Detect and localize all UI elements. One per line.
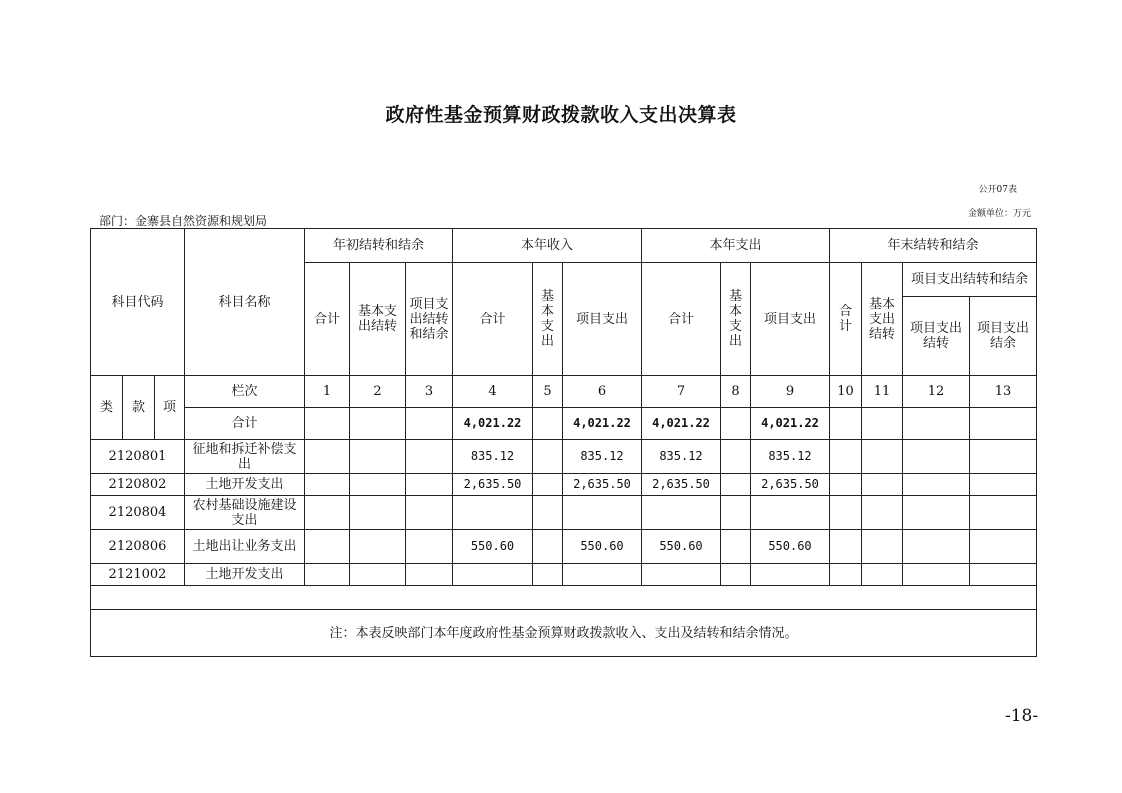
value-cell: [305, 474, 350, 496]
subject-code: 2120801: [91, 440, 185, 474]
total-cell: [305, 408, 350, 440]
value-cell: [862, 496, 903, 530]
value-cell: [830, 474, 862, 496]
column-index-row: [91, 376, 1037, 408]
page-number: -18-: [1005, 706, 1039, 726]
value-cell: [862, 474, 903, 496]
value-cell: [830, 496, 862, 530]
total-cell: 4,021.22: [642, 408, 721, 440]
value-cell: [903, 440, 970, 474]
value-cell: [453, 564, 533, 586]
value-cell: [406, 474, 453, 496]
header-begin-total: 合计: [305, 263, 350, 376]
column-number: 3: [406, 376, 453, 408]
header-income-total: 合计: [453, 263, 533, 376]
value-cell: [970, 496, 1037, 530]
header-end-project-carry: 项目支出结转: [903, 297, 970, 376]
subject-code: 2120802: [91, 474, 185, 496]
subject-name: 土地出让业务支出: [185, 530, 305, 564]
value-cell: 2,635.50: [563, 474, 642, 496]
table-row: [91, 496, 1037, 530]
value-cell: [862, 530, 903, 564]
subject-code: 2120806: [91, 530, 185, 564]
value-cell: [970, 530, 1037, 564]
column-number: 4: [453, 376, 533, 408]
value-cell: [830, 440, 862, 474]
subject-name: 农村基础设施建设支出: [185, 496, 305, 530]
subject-code: 2120804: [91, 496, 185, 530]
value-cell: [862, 564, 903, 586]
value-cell: [830, 564, 862, 586]
value-cell: [533, 440, 563, 474]
value-cell: [751, 564, 830, 586]
note-row: [91, 610, 1037, 657]
value-cell: [563, 496, 642, 530]
column-index-label: 栏次: [185, 376, 305, 408]
total-label: 合计: [185, 408, 305, 440]
table-row: [91, 564, 1037, 586]
empty-row: [91, 586, 1037, 610]
header-end-project: 项目支出结转和结余: [903, 263, 1037, 297]
value-cell: [970, 474, 1037, 496]
value-cell: [721, 474, 751, 496]
page-title: 政府性基金预算财政拨款收入支出决算表: [385, 104, 737, 126]
value-cell: [305, 564, 350, 586]
value-cell: [721, 496, 751, 530]
value-cell: [751, 496, 830, 530]
value-cell: 550.60: [563, 530, 642, 564]
header-end-total: 合计: [830, 263, 862, 376]
column-number: 1: [305, 376, 350, 408]
header-end-project-surplus: 项目支出结余: [970, 297, 1037, 376]
value-cell: 835.12: [563, 440, 642, 474]
value-cell: 550.60: [751, 530, 830, 564]
column-number: 6: [563, 376, 642, 408]
value-cell: [721, 564, 751, 586]
value-cell: [903, 530, 970, 564]
header-section: 款: [123, 376, 155, 440]
column-number: 7: [642, 376, 721, 408]
value-cell: 835.12: [642, 440, 721, 474]
value-cell: 2,635.50: [453, 474, 533, 496]
header-begin-basic: 基本支出结转: [350, 263, 406, 376]
subject-code: 2121002: [91, 564, 185, 586]
total-cell: [406, 408, 453, 440]
value-cell: [970, 440, 1037, 474]
header-row-1: [91, 229, 1037, 263]
value-cell: [305, 440, 350, 474]
value-cell: [350, 564, 406, 586]
column-number: 11: [862, 376, 903, 408]
column-number: 2: [350, 376, 406, 408]
value-cell: [642, 496, 721, 530]
total-cell: [862, 408, 903, 440]
empty-cell: [91, 586, 1037, 610]
header-end-basic: 基本支出结转: [862, 263, 903, 376]
form-code: 公开07表: [978, 185, 1017, 195]
column-number: 12: [903, 376, 970, 408]
value-cell: [350, 474, 406, 496]
value-cell: [721, 440, 751, 474]
header-income-project: 项目支出: [563, 263, 642, 376]
total-cell: [970, 408, 1037, 440]
header-expense-basic: 基本支出: [721, 263, 751, 376]
total-cell: 4,021.22: [751, 408, 830, 440]
value-cell: [350, 496, 406, 530]
column-number: 10: [830, 376, 862, 408]
value-cell: [862, 440, 903, 474]
table-row: [91, 530, 1037, 564]
header-begin-balance: 年初结转和结余: [305, 229, 453, 263]
total-cell: [350, 408, 406, 440]
subject-name: 征地和拆迁补偿支出: [185, 440, 305, 474]
total-cell: [903, 408, 970, 440]
value-cell: [406, 530, 453, 564]
value-cell: [903, 564, 970, 586]
total-row: [91, 408, 1037, 440]
header-end-balance: 年末结转和结余: [830, 229, 1037, 263]
column-number: 9: [751, 376, 830, 408]
budget-table: [90, 228, 1037, 657]
total-cell: [830, 408, 862, 440]
value-cell: [533, 530, 563, 564]
department-label: 部门：金寨县自然资源和规划局: [99, 214, 268, 228]
header-subject-code: 科目代码: [91, 229, 185, 376]
header-begin-project: 项目支出结转和结余: [406, 263, 453, 376]
header-expense-project: 项目支出: [751, 263, 830, 376]
total-cell: 4,021.22: [453, 408, 533, 440]
value-cell: [970, 564, 1037, 586]
amount-unit: 金额单位：万元: [967, 209, 1031, 219]
column-number: 8: [721, 376, 751, 408]
value-cell: [350, 530, 406, 564]
value-cell: [406, 440, 453, 474]
value-cell: [903, 496, 970, 530]
column-number: 13: [970, 376, 1037, 408]
value-cell: [642, 564, 721, 586]
value-cell: 835.12: [453, 440, 533, 474]
total-cell: [533, 408, 563, 440]
value-cell: [406, 496, 453, 530]
value-cell: [903, 474, 970, 496]
value-cell: [721, 530, 751, 564]
table-row: [91, 474, 1037, 496]
value-cell: 550.60: [642, 530, 721, 564]
total-cell: 4,021.22: [563, 408, 642, 440]
value-cell: 835.12: [751, 440, 830, 474]
value-cell: [533, 564, 563, 586]
column-number: 5: [533, 376, 563, 408]
value-cell: 2,635.50: [642, 474, 721, 496]
table-note: 注：本表反映部门本年度政府性基金预算财政拨款收入、支出及结转和结余情况。: [91, 610, 1037, 657]
value-cell: [305, 496, 350, 530]
table-row: [91, 440, 1037, 474]
value-cell: [830, 530, 862, 564]
header-income-basic: 基本支出: [533, 263, 563, 376]
value-cell: 550.60: [453, 530, 533, 564]
value-cell: [533, 496, 563, 530]
value-cell: [350, 440, 406, 474]
value-cell: [453, 496, 533, 530]
header-current-expense: 本年支出: [642, 229, 830, 263]
total-cell: [721, 408, 751, 440]
header-expense-total: 合计: [642, 263, 721, 376]
header-subject-name: 科目名称: [185, 229, 305, 376]
header-item: 项: [155, 376, 185, 440]
value-cell: [406, 564, 453, 586]
value-cell: [533, 474, 563, 496]
header-current-income: 本年收入: [453, 229, 642, 263]
value-cell: 2,635.50: [751, 474, 830, 496]
subject-name: 土地开发支出: [185, 474, 305, 496]
subject-name: 土地开发支出: [185, 564, 305, 586]
header-category: 类: [91, 376, 123, 440]
value-cell: [563, 564, 642, 586]
value-cell: [305, 530, 350, 564]
